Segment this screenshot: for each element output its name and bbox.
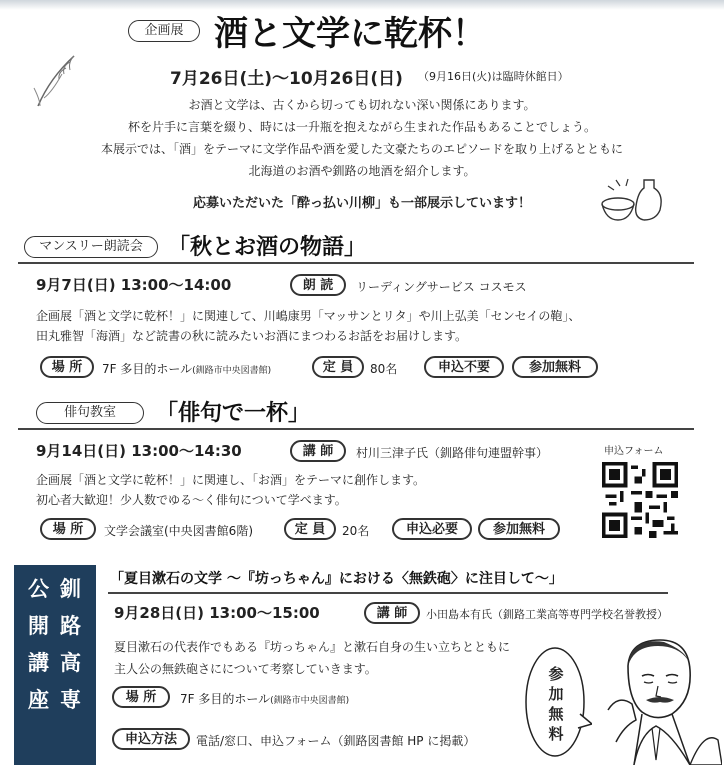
lecture-title: 「夏目漱石の文学 〜『坊っちゃん』における〈無鉄砲〉に注目して〜」 [110, 571, 563, 587]
haiku-place-value: 文学会議室(中央図書館6階) [104, 524, 253, 538]
reading-role-label: 朗 読 [290, 274, 346, 296]
reading-tag: マンスリー朗読会 [24, 236, 158, 258]
bubble-char: 加 [548, 685, 564, 703]
reading-place-value: 7F 多目的ホール [102, 362, 193, 376]
bubble-char: 参 [548, 665, 564, 683]
reading-place-note: (釧路市中央図書館) [192, 366, 272, 376]
bubble-char: 料 [548, 725, 564, 743]
qr-label: 申込フォーム [604, 446, 664, 457]
exhibit-title: 酒と文学に乾杯！ [214, 14, 486, 54]
banner-char: 開 [28, 614, 49, 638]
haiku-role-value: 村川三津子氏（釧路俳句連盟幹事） [356, 446, 549, 460]
divider [18, 428, 694, 430]
reading-desc-line: 企画展「酒と文学に乾杯！」に関連して、川嶋康男「マッサンとリタ」や川上弘美「センセイの鞄」、 [36, 309, 581, 323]
exhibit-dates-note: （9月16日(火)は臨時休館日） [418, 70, 569, 83]
lecture-role-label: 講 師 [364, 602, 420, 624]
divider [18, 262, 694, 264]
haiku-desc-line: 初心者大歓迎！少人数でゆる〜く俳句について学べます。 [36, 493, 347, 507]
reading-title: 「秋とお酒の物語」 [168, 235, 367, 260]
exhibit-desc-line: 北海道のお酒や釧路の地酒を紹介します。 [248, 164, 476, 178]
banner-char: 専 [60, 688, 81, 712]
lecture-role-value: 小田島本有氏（釧路工業高等専門学校名誉教授） [426, 608, 668, 621]
divider [108, 592, 668, 594]
haiku-description [36, 470, 425, 510]
haiku-desc-line: 企画展「酒と文学に乾杯！」に関連し、「お酒」をテーマに創作します。 [36, 473, 426, 487]
lecture-place-value: 7F 多目的ホール [180, 692, 271, 706]
haiku-role-label: 講 師 [290, 440, 346, 462]
lecture-place-label: 場 所 [112, 686, 170, 708]
lecture-method-label: 申込方法 [112, 728, 190, 750]
reading-role-value: リーディングサービス コスモス [356, 280, 527, 294]
qr-code-icon[interactable] [602, 462, 678, 538]
reading-apply-badge: 申込不要 [424, 356, 504, 378]
lecture-method-value: 電話/窓口、申込フォーム（釧路図書館 HP に掲載） [196, 734, 476, 748]
lecture-desc-line: 夏目漱石の代表作でもある『坊っちゃん』と漱石自身の生い立ちとともに [114, 640, 511, 654]
lecture-place [180, 690, 349, 707]
exhibit-desc-line: お酒と文学は、古くから切っても切れない深い関係にあります。 [188, 98, 536, 112]
author-portrait-illustration [594, 630, 722, 765]
banner-char: 公 [28, 577, 49, 601]
haiku-apply-badge: 申込必要 [392, 518, 472, 540]
haiku-tag: 俳句教室 [36, 402, 144, 424]
exhibit-desc-line: 杯を片手に言葉を綴り、時には一升瓶を抱えながら生まれた作品もあることでしょう。 [127, 120, 596, 134]
banner-char: 釧 [60, 577, 81, 601]
exhibit-desc-line: 本展示では、「酒」をテーマに文学作品や酒を愛した文豪たちのエピソードを取り上げるとともに [100, 142, 623, 156]
haiku-datetime: 9月14日(日) 13:00〜14:30 [36, 442, 242, 460]
exhibit-description [60, 94, 664, 182]
haiku-place-label: 場 所 [40, 518, 96, 540]
reading-place-label: 場 所 [40, 356, 94, 378]
reading-fee-badge: 参加無料 [512, 356, 598, 378]
speech-bubble-text [541, 664, 571, 744]
banner-char: 高 [60, 651, 81, 675]
haiku-capacity-value: 20名 [342, 524, 370, 538]
reading-capacity-value: 80名 [370, 362, 398, 376]
bubble-char: 無 [548, 705, 564, 723]
banner-left-column [28, 571, 49, 719]
exhibit-highlight: 応募いただいた「酔っ払い川柳」も一部展示しています！ [192, 196, 531, 211]
banner-char: 講 [28, 651, 49, 675]
lecture-desc-line: 主人公の無鉄砲さにについて考察していきます。 [114, 662, 377, 676]
lecture-place-note: (釧路市中央図書館) [270, 696, 350, 706]
reading-desc-line: 田丸雅智「海酒」など読書の秋に読みたいお酒にまつわるお話をお届けします。 [36, 329, 468, 343]
sake-bottle-icon [598, 176, 670, 224]
banner-char: 座 [28, 688, 49, 712]
exhibit-dates: 7月26日(土)〜10月26日(日) [170, 69, 403, 89]
haiku-fee-badge: 参加無料 [478, 518, 560, 540]
reading-description [36, 306, 580, 346]
haiku-capacity-label: 定 員 [284, 518, 336, 540]
banner-right-column [60, 571, 81, 719]
banner-char: 路 [60, 614, 81, 638]
reading-capacity-label: 定 員 [312, 356, 364, 378]
reading-place [102, 360, 271, 377]
lecture-description [114, 636, 510, 680]
haiku-title: 「俳句で一杯」 [156, 401, 311, 426]
exhibit-tag: 企画展 [128, 20, 200, 42]
reading-datetime: 9月7日(日) 13:00〜14:00 [36, 276, 232, 294]
lecture-datetime: 9月28日(日) 13:00〜15:00 [114, 604, 320, 622]
lecture-side-banner [14, 565, 96, 765]
